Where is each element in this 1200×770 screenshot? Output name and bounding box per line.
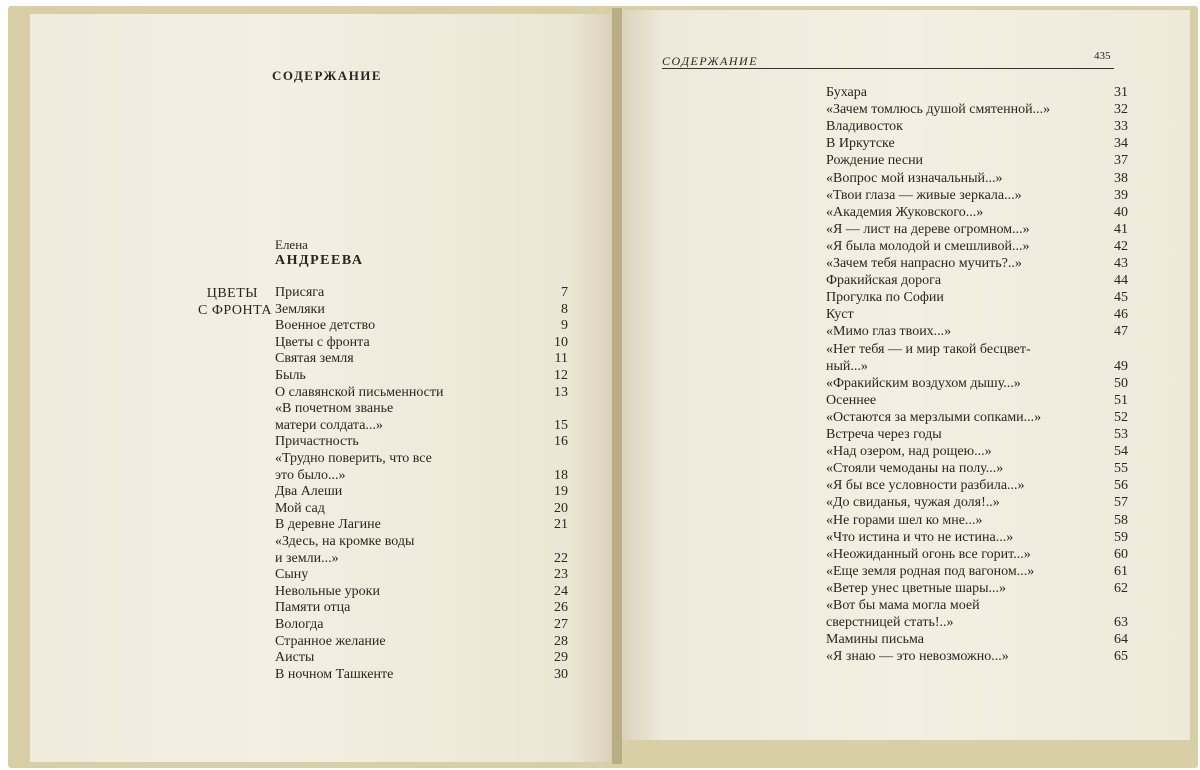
toc-entry-title: «Неожиданный огонь все горит...» bbox=[826, 546, 1031, 562]
toc-entry-page: 37 bbox=[1114, 153, 1128, 169]
toc-entry-page: 42 bbox=[1114, 238, 1128, 254]
toc-entry-title: Прогулка по Софии bbox=[826, 290, 944, 306]
author-last-name: АНДРЕЕВА bbox=[275, 253, 364, 268]
right-page-header: СОДЕРЖАНИЕ bbox=[662, 54, 759, 68]
toc-entry-page: 34 bbox=[1114, 136, 1128, 152]
toc-entry-title: «Нет тебя — и мир такой бесцвет- bbox=[826, 341, 1031, 357]
toc-entry-page: 41 bbox=[1114, 221, 1128, 237]
toc-entry-page: 64 bbox=[1114, 632, 1128, 648]
toc-entry-title: «Здесь, на кромке воды bbox=[275, 534, 415, 549]
toc-entry-title: В Иркутске bbox=[826, 136, 895, 152]
toc-entry-page: 29 bbox=[554, 650, 568, 666]
toc-entry-title: «Над озером, над рощею...» bbox=[826, 444, 992, 460]
toc-entry-title: матери солдата...» bbox=[275, 417, 383, 433]
toc-entry-title: «Вот бы мама могла моей bbox=[826, 598, 980, 613]
toc-entry-title: Земляки bbox=[275, 301, 325, 317]
toc-entry-title: Осеннее bbox=[826, 392, 877, 408]
toc-entry-page: 30 bbox=[554, 666, 568, 682]
toc-entry-page: 63 bbox=[1114, 615, 1128, 631]
toc-entry-title: Причастность bbox=[275, 434, 359, 450]
toc-entry-page: 19 bbox=[554, 484, 568, 500]
toc-entry-title: О славянской письменности bbox=[275, 384, 444, 400]
toc-entry-title: «Я знаю — это невозможно...» bbox=[826, 649, 1009, 665]
toc-entry-page: 18 bbox=[554, 467, 568, 483]
toc-entry-page: 60 bbox=[1114, 546, 1128, 562]
toc-entry-title: «Зачем томлюсь душой смятенной...» bbox=[826, 102, 1051, 118]
toc-entry-title: Куст bbox=[826, 307, 854, 323]
page-number: 435 bbox=[1094, 50, 1111, 62]
toc-entry-page: 12 bbox=[554, 368, 568, 383]
toc-entry-title: Рождение песни bbox=[826, 153, 924, 169]
toc-entry-title: «Твои глаза — живые зеркала...» bbox=[826, 187, 1022, 203]
toc-entry-title: «Вопрос мой изначальный...» bbox=[826, 170, 1003, 186]
toc-entry-page: 9 bbox=[561, 318, 568, 334]
toc-entry-title: «Не горами шел ко мне...» bbox=[826, 512, 983, 528]
toc-entry-page: 20 bbox=[554, 500, 568, 516]
toc-entry-title: «Фракийским воздухом дышу...» bbox=[826, 375, 1021, 391]
toc-entry-page: 46 bbox=[1114, 307, 1128, 323]
toc-entry-title: «Остаются за мерзлыми сопками...» bbox=[826, 409, 1042, 425]
toc-entry-page: 56 bbox=[1114, 478, 1128, 494]
toc-entry-title: «Трудно поверить, что все bbox=[275, 451, 432, 466]
toc-entry-page: 59 bbox=[1114, 529, 1128, 545]
toc-entry-title: Мой сад bbox=[275, 500, 325, 516]
toc-entry-title: это было...» bbox=[275, 467, 346, 483]
section-title-line: С ФРОНТА bbox=[198, 303, 273, 318]
toc-entry-title: сверстницей стать!..» bbox=[826, 615, 954, 631]
toc-entry-title: Владивосток bbox=[826, 119, 903, 135]
toc-entry-page: 55 bbox=[1114, 461, 1128, 477]
toc-entry-title: Невольные уроки bbox=[275, 583, 380, 599]
toc-entry-page: 50 bbox=[1114, 375, 1128, 391]
section-title-line: ЦВЕТЫ bbox=[206, 286, 258, 301]
toc-entry-page: 52 bbox=[1114, 409, 1128, 425]
toc-entry-page: 10 bbox=[554, 334, 568, 350]
toc-entry-title: «В почетном званье bbox=[275, 401, 394, 417]
toc-entry-page: 39 bbox=[1114, 187, 1128, 203]
toc-entry-page: 26 bbox=[554, 600, 568, 616]
toc-entry-title: «Стояли чемоданы на полу...» bbox=[826, 461, 1004, 477]
section-title bbox=[198, 285, 273, 319]
toc-entry-page: 57 bbox=[1114, 495, 1128, 511]
toc-entry-page: 15 bbox=[554, 417, 568, 433]
toc-entry-title: Присяга bbox=[275, 285, 325, 300]
toc-entry-title: Аисты bbox=[275, 650, 315, 666]
toc-entry-title: Цветы с фронта bbox=[275, 334, 370, 350]
toc-entry-title: Вологда bbox=[275, 617, 324, 632]
toc-entry-page: 13 bbox=[554, 384, 568, 400]
toc-entry-title: «Я была молодой и смешливой...» bbox=[826, 238, 1030, 254]
toc-entry-title: «Мимо глаз твоих...» bbox=[826, 324, 952, 340]
toc-entry-page: 7 bbox=[561, 285, 568, 300]
toc-entry-page: 58 bbox=[1114, 512, 1128, 528]
toc-entry-page: 45 bbox=[1114, 290, 1128, 306]
toc-entry-title: Святая земля bbox=[275, 351, 354, 367]
toc-entry-page: 27 bbox=[554, 617, 568, 632]
toc-entry-title: Два Алеши bbox=[275, 484, 343, 500]
toc-entry-title: Фракийская дорога bbox=[826, 273, 942, 289]
toc-entry-page: 40 bbox=[1114, 204, 1128, 220]
toc-entry-title: «До свиданья, чужая доля!..» bbox=[826, 495, 1000, 511]
toc-entry-title: Военное детство bbox=[275, 318, 376, 334]
toc-entry-page: 24 bbox=[554, 583, 568, 599]
toc-entry-page: 54 bbox=[1114, 444, 1128, 460]
toc-entry-page: 43 bbox=[1114, 256, 1128, 271]
toc-entry-title: и земли...» bbox=[275, 550, 339, 566]
toc-entry-title: Быль bbox=[275, 368, 306, 383]
toc-entry-page: 31 bbox=[1114, 85, 1128, 100]
toc-entry-page: 51 bbox=[1114, 392, 1128, 408]
toc-entry-page: 49 bbox=[1114, 358, 1128, 374]
toc-entry-title: Памяти отца bbox=[275, 600, 351, 616]
toc-entry-page: 8 bbox=[561, 301, 568, 317]
toc-entry-page: 28 bbox=[554, 633, 568, 649]
toc-entry-title: «Что истина и что не истина...» bbox=[826, 529, 1014, 545]
toc-entry-title: Бухара bbox=[826, 85, 867, 100]
toc-entry-page: 44 bbox=[1114, 273, 1128, 289]
toc-entry-page: 33 bbox=[1114, 119, 1128, 135]
toc-entry-title: «Ветер унес цветные шары...» bbox=[826, 580, 1007, 596]
toc-entry-title: В ночном Ташкенте bbox=[275, 666, 394, 682]
toc-entry-page: 53 bbox=[1114, 427, 1128, 442]
toc-entry-page: 47 bbox=[1114, 324, 1128, 340]
toc-entry-title: Мамины письма bbox=[826, 632, 924, 648]
toc-entry-page: 16 bbox=[554, 434, 568, 450]
toc-entry-page: 61 bbox=[1114, 563, 1128, 579]
toc-entry-page: 38 bbox=[1114, 170, 1128, 186]
toc-entry-title: Сыну bbox=[275, 567, 309, 583]
toc-entry-page: 65 bbox=[1114, 649, 1128, 665]
toc-entry-title: Странное желание bbox=[275, 633, 386, 649]
toc-entry-title: В деревне Лагине bbox=[275, 517, 381, 533]
toc-entry-title: «Я — лист на дереве огромном...» bbox=[826, 221, 1030, 237]
toc-entry-page: 22 bbox=[554, 550, 568, 566]
toc-entry-page: 32 bbox=[1114, 102, 1128, 118]
toc-entry-title: «Академия Жуковского...» bbox=[826, 204, 984, 220]
book-gutter bbox=[612, 8, 622, 764]
toc-entry-page: 23 bbox=[554, 567, 568, 583]
toc-entry-title: «Я бы все условности разбила...» bbox=[826, 478, 1025, 494]
toc-entry-title: «Зачем тебя напрасно мучить?..» bbox=[826, 256, 1022, 271]
toc-entry-page: 11 bbox=[554, 351, 568, 367]
author-first-name: Елена bbox=[275, 237, 308, 252]
toc-entry-page: 62 bbox=[1114, 580, 1128, 596]
toc-entry-page: 21 bbox=[554, 517, 568, 533]
toc-entry-title: Встреча через годы bbox=[826, 427, 942, 442]
toc-entry-title: «Еще земля родная под вагоном...» bbox=[826, 563, 1035, 579]
toc-entry-title: ный...» bbox=[826, 358, 868, 374]
left-page-header: СОДЕРЖАНИЕ bbox=[272, 68, 383, 83]
header-rule bbox=[662, 68, 1114, 69]
